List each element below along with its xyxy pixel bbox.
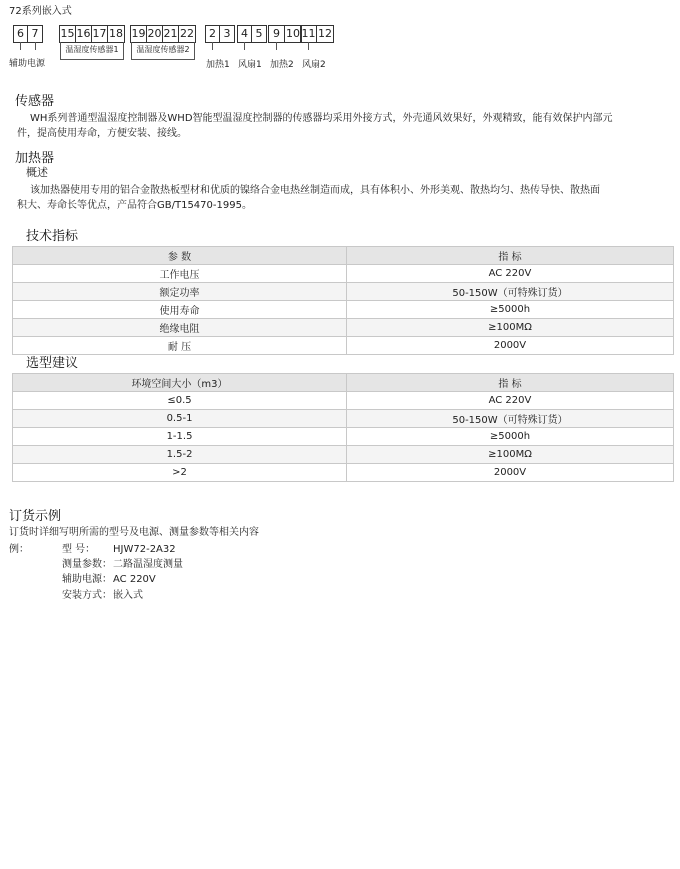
label-fan1: 风扇1 bbox=[238, 60, 262, 70]
table-header-row bbox=[13, 374, 674, 392]
order-heading: 订货示例 bbox=[9, 509, 62, 524]
table-cell: AC 220V bbox=[347, 392, 674, 410]
table-cell: ≥5000h bbox=[347, 428, 674, 446]
terminal-5: 5 bbox=[255, 27, 263, 40]
terminal-17: 17 bbox=[92, 27, 107, 40]
table-row bbox=[13, 410, 674, 428]
terminal-7: 7 bbox=[31, 27, 39, 40]
terminal-group-fan1 bbox=[237, 25, 267, 43]
heat1-lead bbox=[212, 42, 213, 50]
table-row bbox=[13, 319, 674, 337]
order-install-value: 嵌入式 bbox=[113, 590, 143, 601]
terminal-group-aux-power bbox=[13, 25, 43, 43]
table-row bbox=[13, 337, 674, 355]
table-row bbox=[13, 392, 674, 410]
table-cell: 额定功率 bbox=[13, 283, 347, 301]
specs-heading: 技术指标 bbox=[26, 229, 79, 244]
label-heat2: 加热2 bbox=[270, 60, 294, 70]
terminal-group-heat1 bbox=[205, 25, 235, 43]
table-cell: ≥5000h bbox=[347, 301, 674, 319]
table-cell: ≤0.5 bbox=[13, 392, 347, 410]
specs-table bbox=[12, 246, 674, 355]
heater-text-line1: 该加热器使用专用的铝合金散热板型材和优质的镍络合金电热丝制造而成，具有体积小、外形美观、散热均匀、热传导快、散热面 bbox=[30, 185, 600, 196]
fan2-lead bbox=[308, 42, 309, 50]
terminal-15: 15 bbox=[60, 27, 75, 40]
table-cell: 1.5-2 bbox=[13, 446, 347, 464]
header-cell: 指 标 bbox=[347, 374, 674, 392]
selection-table bbox=[12, 373, 674, 482]
terminal-18: 18 bbox=[109, 27, 123, 40]
table-cell: 耐 压 bbox=[13, 337, 347, 355]
terminal-group-sensor2 bbox=[130, 25, 196, 43]
terminal-group-heat2 bbox=[268, 25, 302, 43]
terminal-19: 19 bbox=[131, 27, 146, 40]
header-cell: 指 标 bbox=[347, 247, 674, 265]
heater-text-line2: 积大、寿命长等优点，产品符合GB/T15470-1995。 bbox=[17, 200, 252, 211]
sensor-heading: 传感器 bbox=[15, 94, 55, 109]
order-param-label: 测量参数： bbox=[62, 559, 112, 570]
label-fan2: 风扇2 bbox=[302, 60, 326, 70]
order-power-value: AC 220V bbox=[113, 574, 156, 585]
sensor-text-line2: 件，提高使用寿命，方便安装、接线。 bbox=[17, 128, 187, 139]
label-aux-power: 辅助电源 bbox=[9, 59, 46, 69]
terminal-4: 4 bbox=[238, 26, 252, 42]
table-cell: 绝缘电阻 bbox=[13, 319, 347, 337]
order-power-label: 辅助电源： bbox=[62, 574, 112, 585]
terminal-20: 20 bbox=[147, 27, 162, 40]
order-intro: 订货时详细写明所需的型号及电源、测量参数等相关内容 bbox=[9, 527, 259, 538]
table-header-row bbox=[13, 247, 674, 265]
terminal-12: 12 bbox=[318, 27, 332, 40]
table-cell: AC 220V bbox=[347, 265, 674, 283]
order-model-label: 型 号： bbox=[62, 544, 96, 555]
table-cell: ≥100MΩ bbox=[347, 446, 674, 464]
label-sensor2: 温湿度传感器2 bbox=[136, 45, 190, 54]
table-row bbox=[13, 464, 674, 482]
terminal-2: 2 bbox=[206, 26, 220, 42]
table-cell: >2 bbox=[13, 464, 347, 482]
terminal-group-sensor1 bbox=[59, 25, 125, 43]
terminal-9: 9 bbox=[269, 26, 285, 42]
label-sensor1: 温湿度传感器1 bbox=[65, 45, 119, 54]
terminal-10: 10 bbox=[286, 27, 300, 40]
heater-heading: 加热器 bbox=[15, 151, 55, 166]
sensor1-bracket bbox=[60, 42, 124, 60]
table-cell: 1-1.5 bbox=[13, 428, 347, 446]
fan1-lead bbox=[244, 42, 245, 50]
terminal-11: 11 bbox=[301, 27, 316, 40]
terminal-title: 72系列嵌入式 bbox=[9, 6, 72, 17]
aux-power-lead-right bbox=[35, 42, 36, 50]
sensor-text-line1: WH系列普通型温湿度控制器及WHD智能型温湿度控制器的传感器均采用外接方式，外壳通风效果好，外观精致，能有效保护内部元 bbox=[30, 113, 613, 124]
table-row bbox=[13, 301, 674, 319]
table-cell: 50-150W（可特殊订货） bbox=[347, 410, 674, 428]
table-row bbox=[13, 265, 674, 283]
table-row bbox=[13, 428, 674, 446]
terminal-group-fan2 bbox=[300, 25, 334, 43]
aux-power-lead-left bbox=[20, 42, 21, 50]
header-cell: 参 数 bbox=[13, 247, 347, 265]
terminal-22: 22 bbox=[180, 27, 194, 40]
table-row bbox=[13, 283, 674, 301]
terminal-21: 21 bbox=[163, 27, 178, 40]
terminal-3: 3 bbox=[223, 27, 231, 40]
table-cell: 工作电压 bbox=[13, 265, 347, 283]
label-heat1: 加热1 bbox=[206, 60, 230, 70]
order-param-value: 二路温湿度测量 bbox=[113, 559, 183, 570]
header-cell: 环境空间大小（m3） bbox=[13, 374, 347, 392]
table-cell: 使用寿命 bbox=[13, 301, 347, 319]
table-cell: 2000V bbox=[347, 464, 674, 482]
table-cell: 50-150W（可特殊订货） bbox=[347, 283, 674, 301]
table-cell: 0.5-1 bbox=[13, 410, 347, 428]
table-row bbox=[13, 446, 674, 464]
order-install-label: 安装方式： bbox=[62, 590, 112, 601]
table-cell: 2000V bbox=[347, 337, 674, 355]
sensor2-bracket bbox=[131, 42, 195, 60]
selection-heading: 选型建议 bbox=[26, 356, 79, 371]
terminal-16: 16 bbox=[76, 27, 91, 40]
heater-subheading: 概述 bbox=[26, 166, 48, 179]
order-model-value: HJW72-2A32 bbox=[113, 544, 176, 555]
terminal-6: 6 bbox=[14, 26, 28, 42]
table-cell: ≥100MΩ bbox=[347, 319, 674, 337]
order-example-label: 例： bbox=[9, 544, 29, 555]
heat2-lead bbox=[276, 42, 277, 50]
